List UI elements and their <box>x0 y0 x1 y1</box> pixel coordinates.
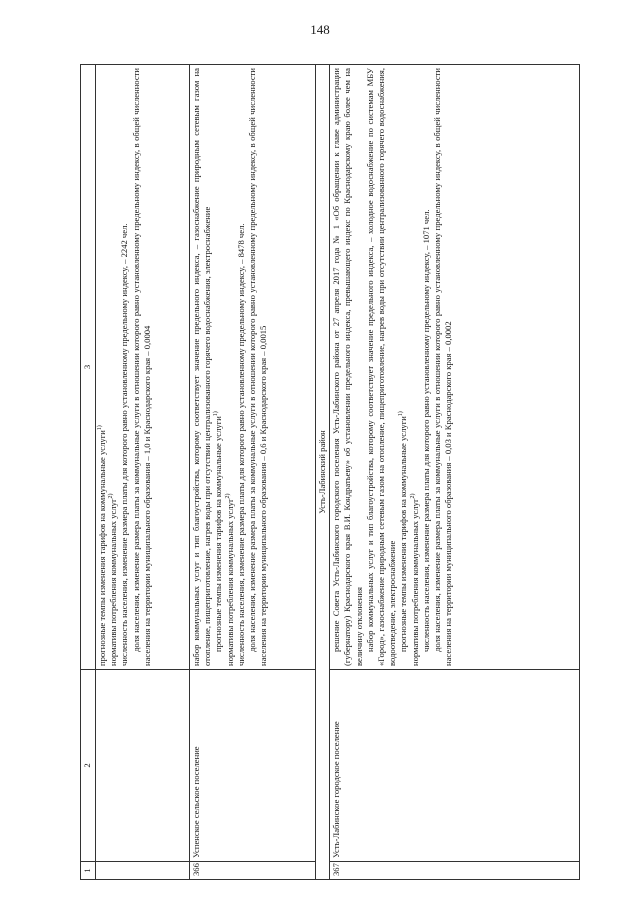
detail-paragraph: решение Совета Усть-Лабинского городского поселения Усть-Лабинского района от 27 апреля 2017 года № 1 «Об обращении к главе администрации (губернатору) Краснодарского края В.И. Кондратьеву» об установлении предельного индекса, превышающего индекс по Краснодарскому краю более чем на величину отклонения <box>331 68 364 666</box>
row-details <box>96 65 190 670</box>
detail-paragraph: доля населения, изменение размера платы за коммунальные услуги в отношении которого равно установленному предельному индексу, в общей численности населения на территории муниципального образования – 0,03 и Краснодарского края – 0,0002 <box>432 68 454 666</box>
row-details <box>330 65 580 670</box>
table-row <box>330 65 580 880</box>
detail-paragraph: доля населения, изменение размера платы за коммунальные услуги в отношении которого равно установленному предельному индексу, в общей численности населения на территории муниципального образования – 0,6 и Краснодарского края – 0,0015 <box>247 68 269 666</box>
detail-paragraph: набор коммунальных услуг и тип благоустройства, которому соответствует значение предельного индекса, – холодное водоснабжение по системам МБУ «Город», газоснабжение природным сетевым газом на отопление, пищеприготовление, нагрев воды при отсутствии централизованного горячего водоснабжения, водоотведение, электроснабжение <box>364 68 398 666</box>
detail-paragraph: нормативы потребления коммунальных услуг$^{2)}$ <box>224 493 235 666</box>
row-number: 367 <box>330 862 580 880</box>
region-heading: Усть-Лабинский район <box>316 65 330 880</box>
detail-paragraph: набор коммунальных услуг и тип благоустройства, которому соответствует значение предельного индекса, – газоснабжение природным сетевым газом на отопление, пищеприготовление, нагрев воды при отсутствии централизованного горячего водоснабжения, электроснабжение <box>191 68 213 666</box>
rotated-table-container <box>80 65 600 880</box>
detail-paragraph: прогнозные темпы изменения тарифов на коммунальные услуги$^{1)}$ <box>213 411 224 652</box>
tariff-table <box>80 64 580 880</box>
table-header-row <box>81 65 96 880</box>
detail-paragraph: численность населения, изменение размера платы для которого равно установленному предельному индексу, – 8478 чел. <box>235 223 246 666</box>
region-row <box>316 65 330 880</box>
detail-paragraph: численность населения, изменение размера платы для которого равно установленному предельному индексу, – 1071 чел. <box>420 209 431 652</box>
municipality-name <box>96 670 190 862</box>
row-number <box>96 862 190 880</box>
header-col-1: 1 <box>81 862 96 880</box>
header-col-2: 2 <box>81 670 96 862</box>
table-row <box>190 65 316 880</box>
detail-paragraph: прогнозные темпы изменения тарифов на коммунальные услуги$^{1)}$ <box>97 425 107 666</box>
detail-paragraph: доля населения, изменение размера платы за коммунальные услуги в отношении которого равно установленному предельному индексу, в общей численности населения на территории муниципального образования – 1,0 и Краснодарского края – 0,0004 <box>130 68 152 666</box>
table-row <box>96 65 190 880</box>
page-number: 148 <box>310 22 330 37</box>
row-number: 366 <box>190 862 316 880</box>
detail-paragraph: нормативы потребления коммунальных услуг$^{2)}$ <box>108 493 119 666</box>
header-col-3: 3 <box>81 65 96 670</box>
row-details <box>190 65 316 670</box>
municipality-name: Успенское сельское поселение <box>190 670 316 862</box>
detail-paragraph: численность населения, изменение размера платы для которого равно установленному предельному индексу, – 2242 чел. <box>119 223 130 666</box>
detail-paragraph: прогнозные темпы изменения тарифов на коммунальные услуги$^{1)}$ <box>398 411 409 652</box>
detail-paragraph: нормативы потребления коммунальных услуг$^{2)}$ <box>409 493 420 666</box>
municipality-name: Усть-Лабинское городское поселение <box>330 670 580 862</box>
